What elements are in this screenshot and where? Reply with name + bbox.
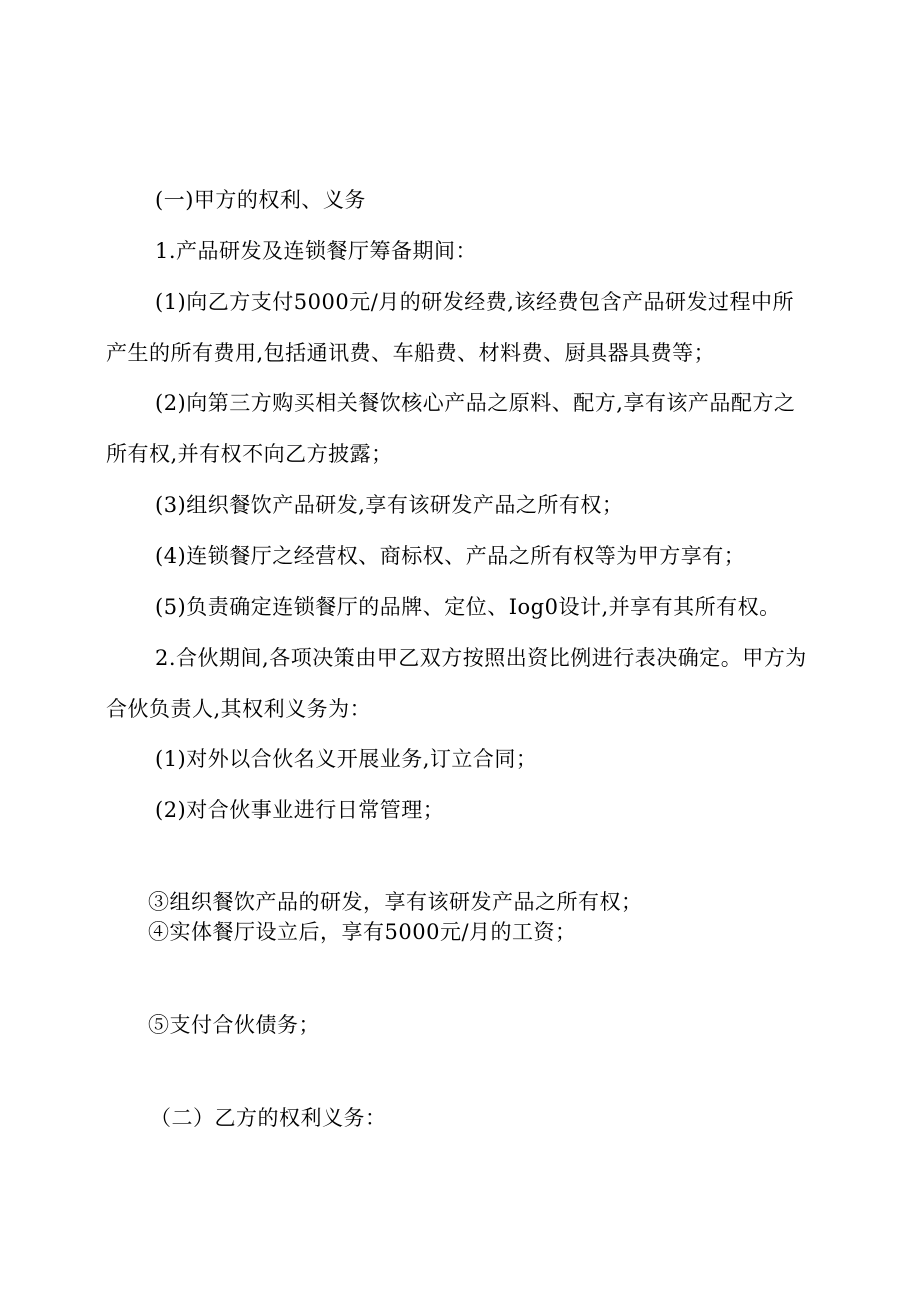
clause-1-item-1-cont: 产生的所有费用,包括通讯费、车船费、材料费、厨具器具费等； bbox=[106, 341, 716, 365]
clause-1-item-1: (1)向乙方支付5000元/月的研发经费,该经费包含产品研发过程中所 bbox=[155, 290, 794, 314]
section-heading-party-a: (一)甲方的权利、义务 bbox=[155, 188, 366, 212]
clause-1-item-4: (4)连锁餐厅之经营权、商标权、产品之所有权等为甲方享有； bbox=[155, 544, 746, 568]
clause-1-item-2: (2)向第三方购买相关餐饮核心产品之原料、配方,享有该产品配方之 bbox=[155, 391, 796, 415]
clause-1-item-2-cont: 所有权,并有权不向乙方披露； bbox=[106, 442, 393, 466]
clause-1-item-3: (3)组织餐饮产品研发,享有该研发产品之所有权； bbox=[155, 493, 624, 517]
clause-2-item-4: ④实体餐厅设立后，享有5000元/月的工资； bbox=[148, 920, 577, 944]
clause-1-item-5: (5)负责确定连锁餐厅的品牌、定位、Iog0设计,并享有其所有权。 bbox=[155, 595, 781, 619]
clause-2-item-5: ⑤支付合伙债务； bbox=[148, 1013, 320, 1037]
clause-2-item-2: (2)对合伙事业进行日常管理； bbox=[155, 798, 445, 822]
clause-2-item-3: ③组织餐饮产品的研发，享有该研发产品之所有权； bbox=[148, 890, 643, 914]
section-heading-party-b: （二）乙方的权利义务： bbox=[150, 1106, 387, 1130]
clause-2-heading: 2.合伙期间,各项决策由甲乙双方按照出资比例进行表决确定。甲方为 bbox=[155, 646, 807, 670]
clause-2-item-1: (1)对外以合伙名义开展业务,订立合同； bbox=[155, 747, 538, 771]
clause-1-heading: 1.产品研发及连锁餐厅筹备期间： bbox=[155, 239, 478, 263]
clause-2-heading-cont: 合伙负责人,其权利义务为： bbox=[106, 697, 372, 721]
